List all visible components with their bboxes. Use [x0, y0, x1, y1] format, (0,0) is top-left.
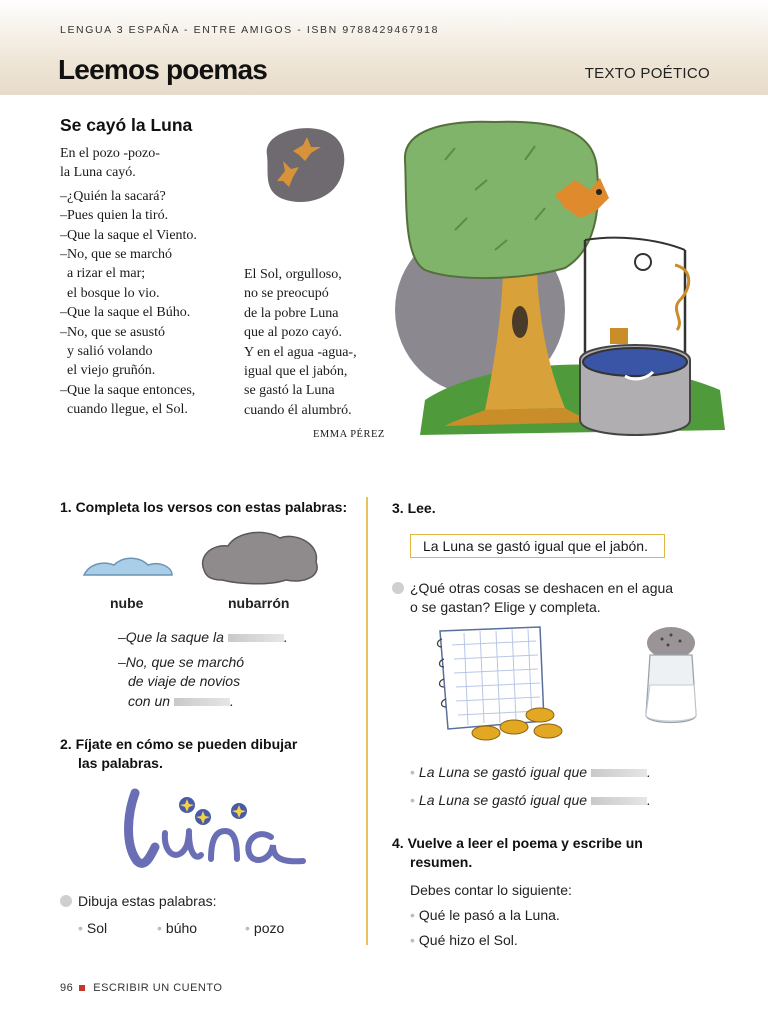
- exercise-3-question-line-1: [392, 579, 673, 598]
- salt-shaker-icon: [640, 625, 702, 729]
- poem-verse: cuando llegue, el Sol.: [60, 402, 188, 418]
- exercise-3-answer-2: [410, 791, 651, 810]
- word-nubarron: nubarrón: [228, 595, 290, 611]
- point-text: Qué le pasó a la Luna.: [418, 907, 560, 923]
- poem-verse: –Que la saque entonces,: [60, 382, 196, 398]
- dot-icon: •: [245, 920, 250, 936]
- word-label: búho: [165, 920, 198, 936]
- exercise-2-word-buho: [157, 919, 197, 938]
- bullet-icon: [392, 582, 404, 594]
- dot-icon: •: [157, 920, 162, 936]
- poem-verse: de la pobre Luna: [244, 305, 339, 321]
- verse-end: .: [283, 629, 288, 645]
- isbn-line: LENGUA 3 ESPAÑA - ENTRE AMIGOS - ISBN 9788429467918: [60, 24, 440, 36]
- poem-verse: la Luna cayó.: [60, 165, 136, 181]
- poem-verse: –Que la saque el Viento.: [60, 227, 197, 243]
- exercise-4-title-line-2: resumen.: [410, 854, 473, 870]
- bullet-icon: [60, 895, 72, 907]
- verse-text: con un: [128, 693, 171, 709]
- exercise-2-title-line-1: 2. Fíjate en cómo se pueden dibujar: [60, 736, 298, 752]
- poem-column-2: [244, 265, 357, 420]
- poem-verse: –No, que se marchó: [60, 247, 172, 263]
- poem-verse: –Que la saque el Búho.: [60, 305, 191, 321]
- exercise-4-intro: Debes contar lo siguiente:: [410, 882, 572, 898]
- question-text: ¿Qué otras cosas se deshacen en el agua: [410, 580, 674, 596]
- poem-verse: En el pozo -pozo-: [60, 146, 160, 161]
- luna-word-art: [115, 785, 310, 875]
- nubarron-icon: [198, 526, 326, 586]
- poem-verse: –¿Quién la sacará?: [60, 188, 166, 204]
- exercise-1-title: 1. Completa los versos con estas palabras:: [60, 499, 348, 515]
- dot-icon: •: [410, 932, 415, 948]
- exercise-2-word-pozo: [245, 919, 284, 938]
- poem-verse: igual que el jabón,: [244, 364, 348, 380]
- dot-icon: •: [410, 907, 415, 923]
- exercise-4-point-1: [410, 906, 560, 925]
- verse-end: .: [230, 693, 234, 709]
- poem-title: Se cayó la Luna: [60, 115, 193, 135]
- footer-label: ESCRIBIR UN CUENTO: [93, 982, 223, 994]
- exercise-3-question-line-2: o se gastan? Elige y completa.: [410, 599, 601, 615]
- poem-verse: a rizar el mar;: [60, 266, 146, 282]
- poem-verse: Y en el agua -agua-,: [244, 344, 357, 360]
- footer: [60, 982, 222, 994]
- word-nube: nube: [110, 595, 144, 611]
- red-square-icon: [79, 985, 85, 991]
- poem-verse: cuando él alumbró.: [244, 402, 352, 418]
- instruction-text: Dibuja estas palabras:: [78, 893, 217, 909]
- answer-blank[interactable]: [174, 698, 230, 706]
- exercise-2-instruction: [60, 892, 217, 911]
- exercise-1-verse-2: –No, que se marchó: [118, 654, 245, 670]
- answer-end: .: [647, 764, 651, 780]
- answer-blank[interactable]: [228, 634, 284, 642]
- dot-icon: •: [78, 920, 83, 936]
- exercise-1-verse-1: [118, 628, 288, 647]
- nube-icon: [80, 545, 176, 581]
- dot-icon: •: [410, 792, 415, 808]
- page-number: 96: [60, 982, 74, 994]
- poem-verse: se gastó la Luna: [244, 383, 335, 399]
- answer-text: La Luna se gastó igual que: [418, 764, 588, 780]
- answer-blank[interactable]: [591, 769, 647, 777]
- answer-text: La Luna se gastó igual que: [418, 792, 588, 808]
- answer-blank[interactable]: [591, 797, 647, 805]
- exercise-1-verse-4: [128, 692, 234, 711]
- poem-verse: que al pozo cayó.: [244, 325, 342, 341]
- exercise-2-title-line-2: las palabras.: [78, 755, 163, 771]
- poem-author: EMMA PÉREZ: [313, 429, 385, 440]
- exercise-4-title-line-1: 4. Vuelve a leer el poema y escribe un: [392, 835, 643, 851]
- point-text: Qué hizo el Sol.: [418, 932, 518, 948]
- poem-verse: y salió volando: [60, 344, 153, 360]
- exercise-3-title: 3. Lee.: [392, 500, 436, 516]
- poem-verse: –Pues quien la tiró.: [60, 208, 169, 224]
- verse-text: –Que la saque la: [118, 629, 224, 645]
- poem-verse: el bosque lo vio.: [60, 285, 160, 301]
- paper-coins-illustration: [432, 625, 572, 745]
- word-label: pozo: [253, 920, 285, 936]
- exercise-4-point-2: [410, 931, 518, 950]
- poem-column-1: [60, 144, 197, 420]
- poem-verse: El Sol, orgulloso,: [244, 267, 342, 282]
- birds-illustration: [255, 125, 350, 207]
- poem-verse: el viejo gruñón.: [60, 363, 156, 379]
- poem-verse: –No, que se asustó: [60, 324, 165, 340]
- section-tag: TEXTO POÉTICO: [584, 65, 710, 82]
- page-title: Leemos poemas: [58, 54, 268, 85]
- poem-verse: no se preocupó: [244, 286, 329, 302]
- dot-icon: •: [410, 764, 415, 780]
- tree-well-illustration: [385, 100, 735, 485]
- exercise-1-verse-3: de viaje de novios: [128, 673, 241, 689]
- exercise-2-word-sol: [78, 919, 107, 938]
- word-label: Sol: [86, 920, 108, 936]
- quote-box: La Luna se gastó igual que el jabón.: [410, 534, 665, 558]
- exercise-3-answer-1: [410, 763, 651, 782]
- column-divider: [366, 497, 368, 945]
- answer-end: .: [647, 792, 651, 808]
